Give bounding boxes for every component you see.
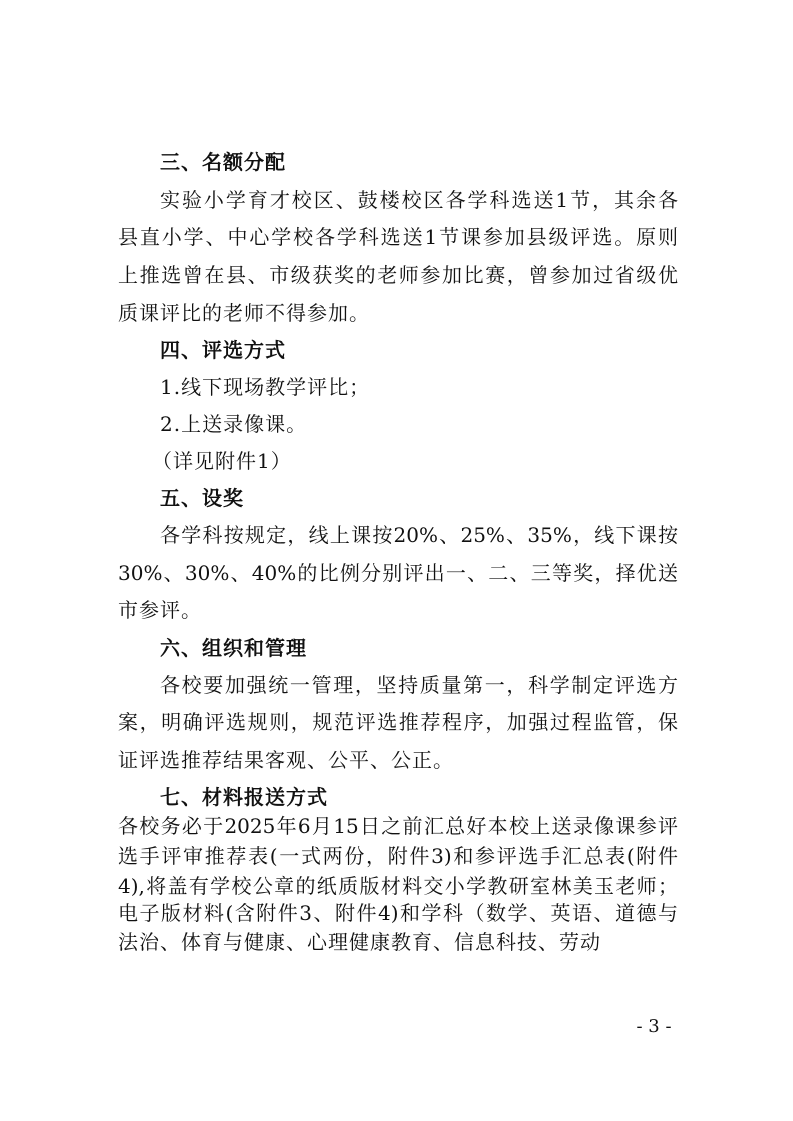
paragraph-line: 30%、30%、40%的比例分别评出一、二、三等奖，择优送 [118,561,678,585]
paragraph-line: 案，明确评选规则，规范评选推荐程序，加强过程监管，保 [118,710,678,734]
paragraph-line: 4),将盖有学校公章的纸质版材料交小学教研室林美玉老师； [118,874,678,898]
paragraph-line: 各学科按规定，线上课按20%、25%、35%，线下课按 [160,523,678,547]
section-heading: 四、评选方式 [160,338,286,362]
page-number: - 3 - [636,1016,672,1037]
attachment-note: （详见附件1） [152,449,292,473]
paragraph-line: 选手评审推荐表(一式两份，附件3)和参评选手汇总表(附件 [118,844,678,868]
paragraph-line: 质课评比的老师不得参加。 [118,301,370,325]
section-heading: 五、设奖 [160,486,244,510]
paragraph-line: 实验小学育才校区、鼓楼校区各学科选送1节，其余各 [160,188,678,212]
paragraph-line: 市参评。 [118,598,202,622]
paragraph-line: 各校要加强统一管理，坚持质量第一，科学制定评选方 [160,673,678,697]
paragraph-line: 上推选曾在县、市级获奖的老师参加比赛，曾参加过省级优 [118,263,678,287]
section-heading: 七、材料报送方式 [160,785,328,809]
list-item: 1.线下现场教学评比； [160,375,371,399]
paragraph-line: 证评选推荐结果客观、公平、公正。 [118,748,454,772]
paragraph-line: 各校务必于2025年6月15日之前汇总好本校上送录像课参评 [118,814,678,838]
paragraph-line: 县直小学、中心学校各学科选送1节课参加县级评选。原则 [118,225,678,249]
paragraph-line: 法治、体育与健康、心理健康教育、信息科技、劳动 [118,930,601,954]
section-heading: 六、组织和管理 [160,636,307,660]
section-heading: 三、名额分配 [160,150,286,174]
list-item: 2.上送录像课。 [160,412,308,436]
paragraph-line: 电子版材料(含附件3、附件4)和学科（数学、英语、道德与 [118,901,678,925]
